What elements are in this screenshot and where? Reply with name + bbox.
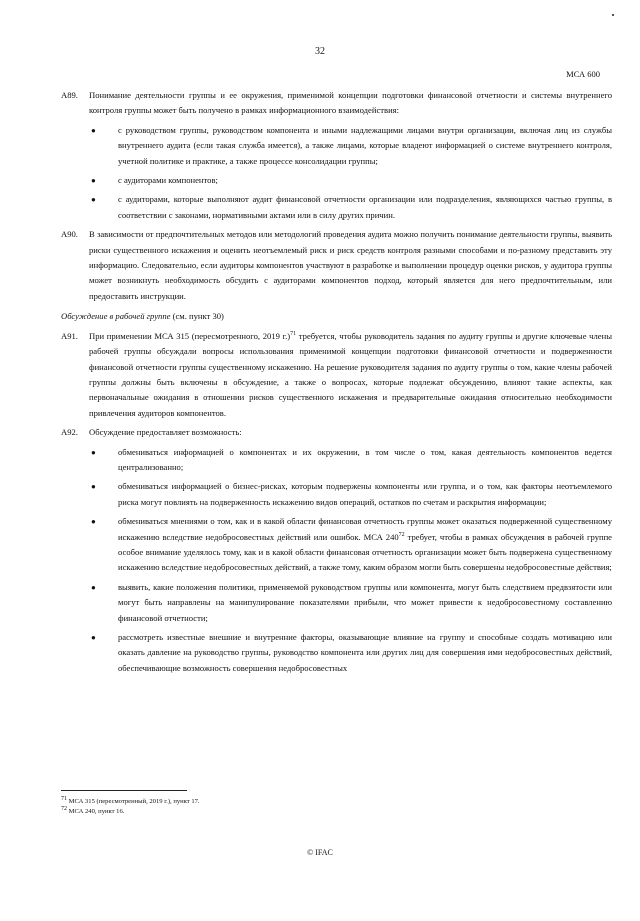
bullet-icon: ● <box>91 517 96 527</box>
paragraph-number: A89. <box>61 90 78 100</box>
footnote-divider <box>61 790 187 791</box>
paragraph-a89 <box>61 88 612 119</box>
footnote-ref: 72 <box>398 531 405 538</box>
footnote-ref: 71 <box>290 330 297 337</box>
page-number: 32 <box>315 46 325 57</box>
footnote: $^{72}$ МСА 240, пункт 16. <box>61 805 125 815</box>
list-item: ● выявить, какие положения политики, применяемой руководством группы или компонента, могут быть следствием предвзятости или могут быть направлены на манипулирование показателями прибыли, что может привести к недобросовестному составлению финансовой отчетности; <box>89 580 612 626</box>
bullet-icon: ● <box>91 482 96 492</box>
document-code: МСА 600 <box>566 69 600 79</box>
list-item: ● обмениваться информацией о компонентах и их окружении, в том числе о том, какая деятельность компонентов ведется централизованно; <box>89 445 612 476</box>
subheading-reference: (см. пункт 30) <box>170 311 224 322</box>
list-item: ● обмениваться мнениями о том, как и в какой области финансовая отчетность группы может оказаться подверженной существенному искажению вследствие недобросовестных действий или ошибок. МСА $240^{72}$ требует, чтобы в рамках обсуждения в рабочей группе особое внимание уделялось тому, как и в какой области финансовая отчетность организации может быть подвержена существенному искажению вследствие недобросовестных действий, а также тому, каким образом могли быть совершены недобросовестные действия; <box>89 514 612 576</box>
bullet-icon: ● <box>91 633 96 642</box>
list-item: ● с аудиторами компонентов; <box>89 173 612 188</box>
paragraph-a90 <box>61 227 612 304</box>
bullet-icon: ● <box>91 195 96 205</box>
bullet-icon: ● <box>91 582 96 592</box>
list-item: ● с аудиторами, которые выполняют аудит финансовой отчетности организации или подразделения, являющихся частью группы, в соответствии с законами, нормативными актами или в силу других причин. <box>89 192 612 223</box>
page-footer: © IFAC <box>307 848 333 857</box>
paragraph-text: Обсуждение предоставляет возможность: <box>89 427 242 438</box>
bullet-list-a92 <box>61 445 612 677</box>
paragraph-a91 <box>61 329 612 421</box>
footnotes <box>61 797 200 817</box>
footnote: $^{71}$ МСА 315 (пересмотренный, 2019 г.), пункт 17. <box>61 795 200 805</box>
paragraph-number: A92. <box>61 427 78 438</box>
paragraph-number: A90. <box>61 229 78 240</box>
main-content <box>61 88 612 680</box>
subheading-title: Обсуждение в рабочей группе <box>61 311 171 322</box>
paragraph-text: Понимание деятельности группы и ее окружения, применимой концепции подготовки финансовой отчетности и системы внутреннего контроля группы может быть получено в рамках информационного взаимодействия: <box>89 90 612 116</box>
paragraph-a92 <box>61 425 612 440</box>
bullet-list-a89 <box>61 123 612 223</box>
paragraph-text: В зависимости от предпочтительных методов или методологий проведения аудита можно получить понимание деятельности группы, выявить риски существенного искажения и оценить неотъемлемый риск и риск средств контроля разными способами и по-разному представить эту информацию. Следовательно, если аудиторы компонентов участвуют в разработке и выполнении процедур оценки рисков, у аудитора группы может возникнуть необходимость обсудить с аудиторами компонентов подход, который является для него предпочтительным, или предоставить инструкции. <box>89 229 612 301</box>
list-item: ● обмениваться информацией о бизнес-рисках, которым подвержены компоненты или группа, и о том, как факторы неотъемлемого риска могут повлиять на подверженность искажению видов операций, остатков по счетам и раскрытия информации; <box>89 479 612 510</box>
bullet-icon: ● <box>91 176 96 186</box>
bullet-icon: ● <box>91 125 96 135</box>
bullet-icon: ● <box>91 447 96 457</box>
paragraph-text: При применении МСА 315 (пересмотренного, 2019 г.)$^{71}$ требуется, чтобы руководитель задания по аудиту группы и другие ключевые члены рабочей группы обсуждали вопросы использования применимой концепции подготовки финансовой отчетности и подверженности финансовой отчетности группы существенному искажению. На решение руководителя задания по аудиту группы о том, какие члены рабочей группы должны быть включены в обсуждение, а также о вопросах, которые подлежат обсуждению, влияют такие аспекты, как первоначальные ожидания в отношении рисков существенного искажения и предварительные ожидания относительно необходимости привлечения аудиторов компонентов. <box>89 330 612 418</box>
scan-mark <box>612 14 614 16</box>
list-item: ● рассмотреть известные внешние и внутренние факторы, оказывающие влияние на группу и способные создать мотивацию или оказать давление на руководство группы, руководство компонента или других лиц для совершения ими недобросовестных действий, обеспечивающие возможность совершения недобросовестных <box>89 630 612 676</box>
paragraph-number: A91. <box>61 330 78 341</box>
section-subheading <box>61 309 612 324</box>
list-item: ● с руководством группы, руководством компонента и иными надлежащими лицами внутри организации, включая лиц из службы внутреннего аудита (если такая служба имеется), а также лицами, которые владеют информацией о системе внутреннего контроля, учетной политике и практике, а также процессе консолидации группы; <box>89 123 612 169</box>
